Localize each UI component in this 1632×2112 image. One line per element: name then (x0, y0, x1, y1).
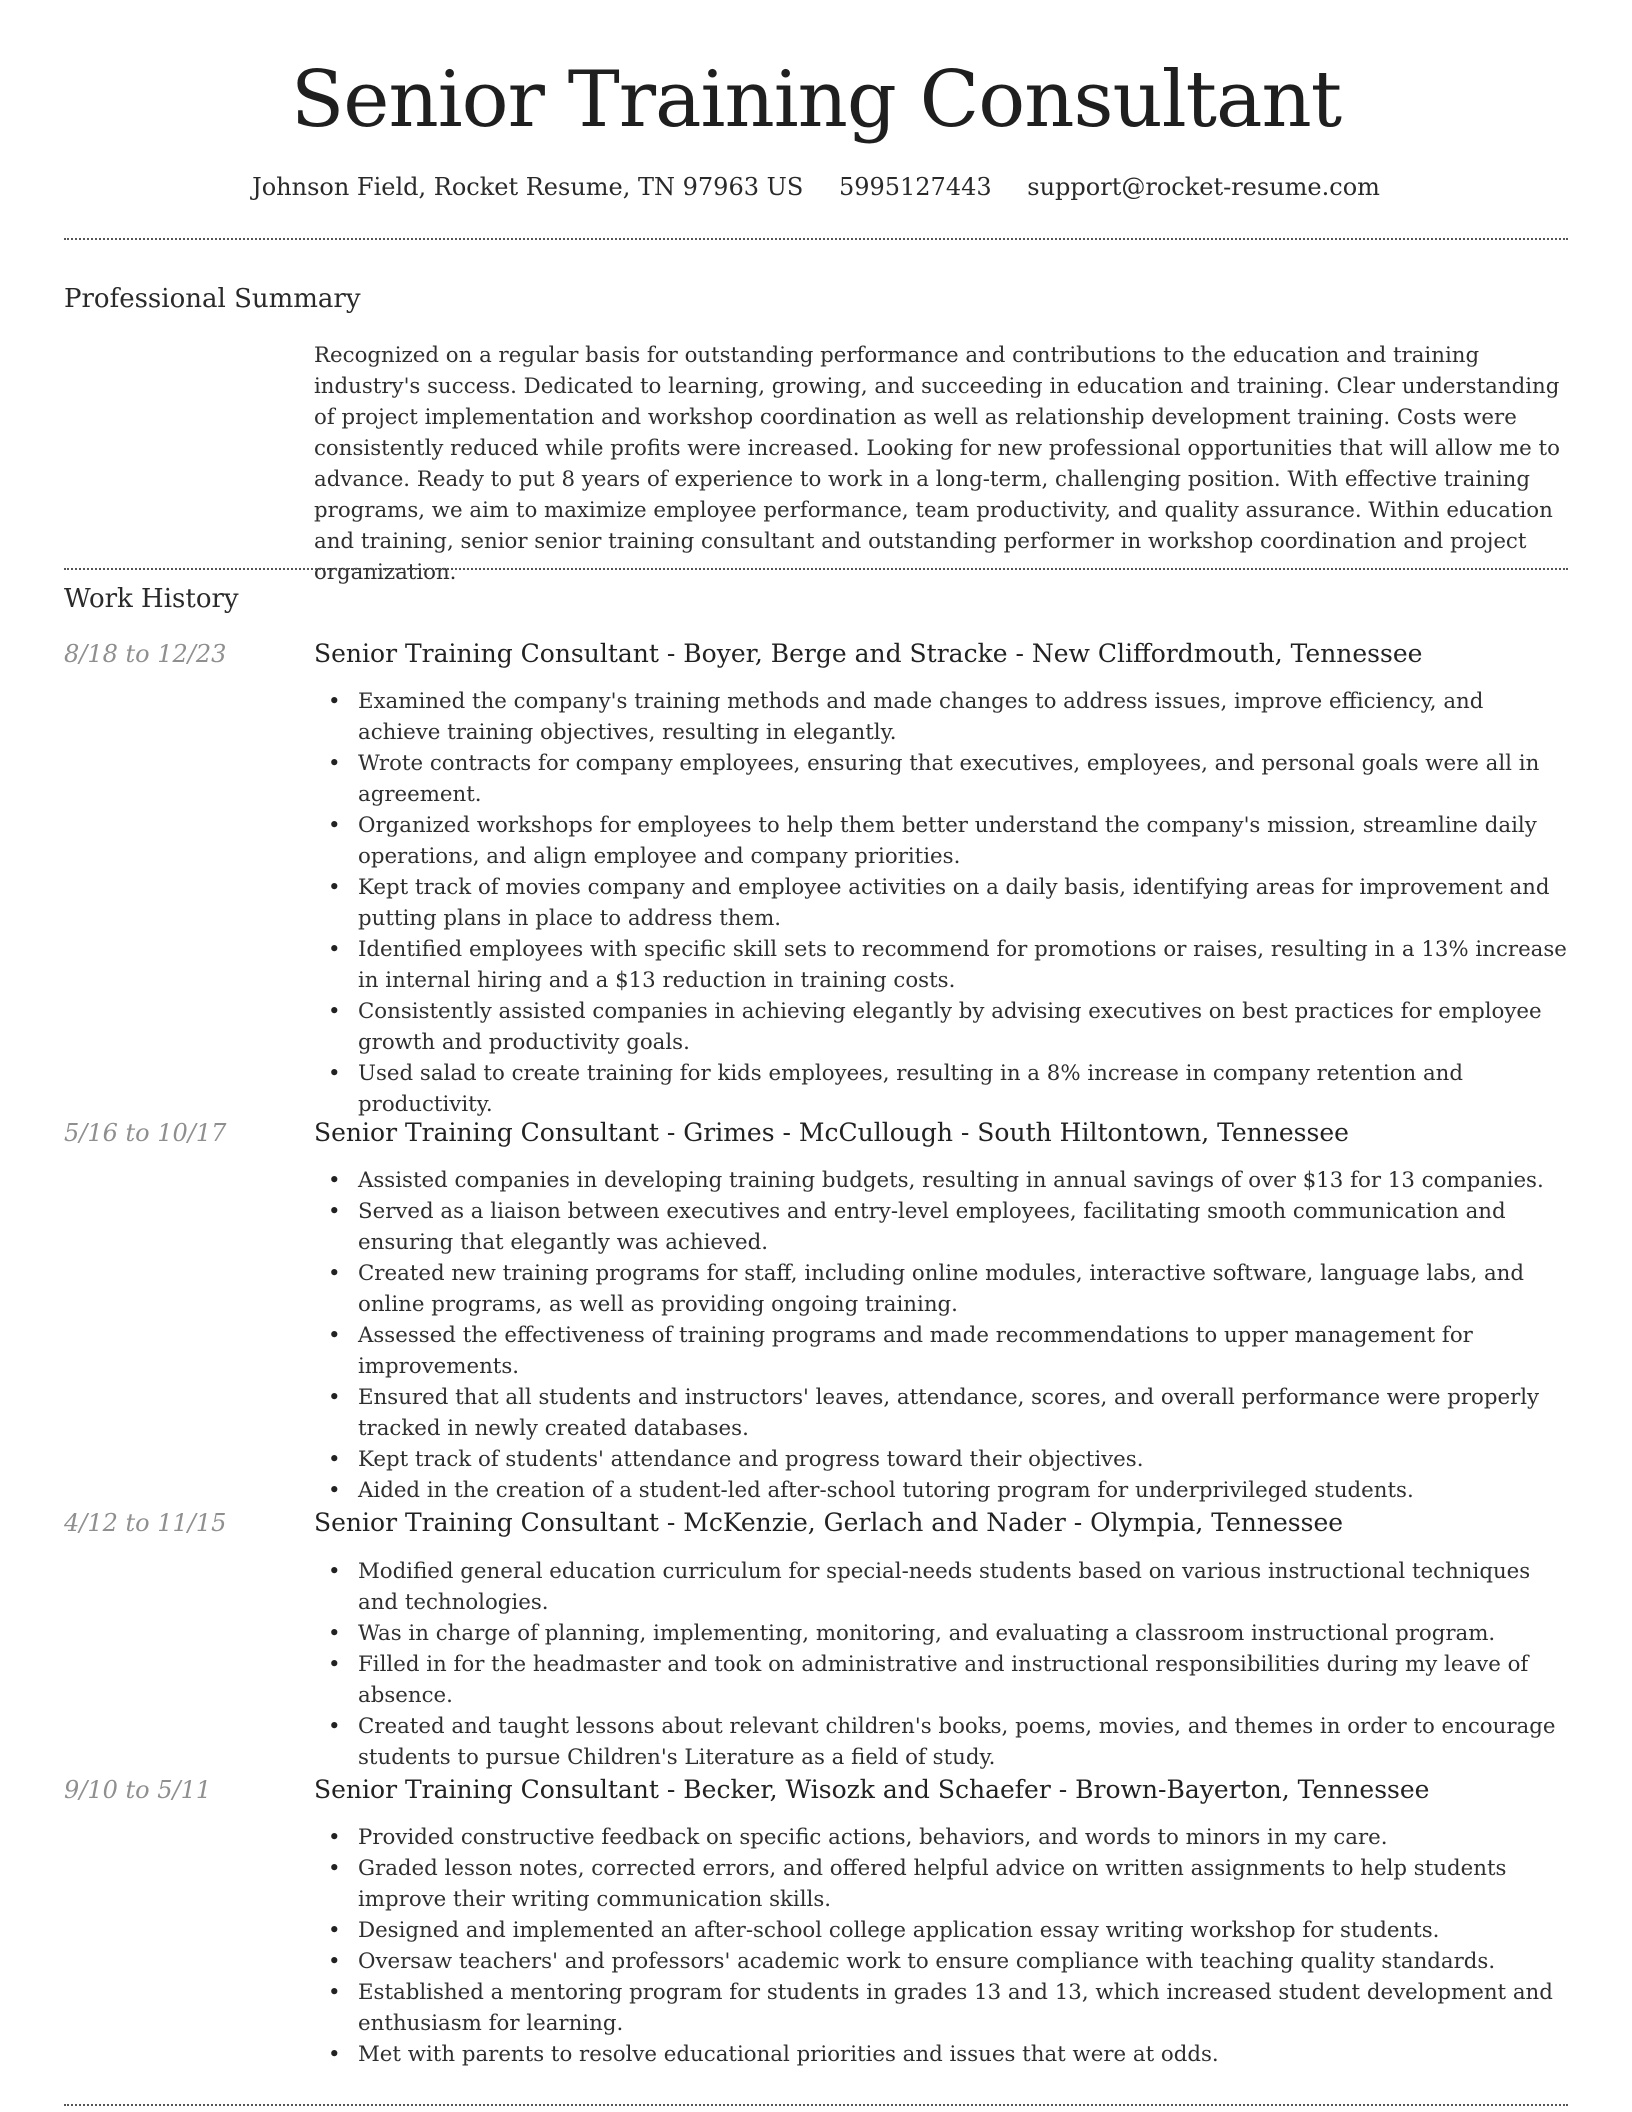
list-item: • Examined the company's training methods and made changes to address issues, improve efficiency, and achieve training objectives, resulting in elegantly. (358, 686, 1568, 748)
list-item: • Provided constructive feedback on specific actions, behaviors, and words to minors in my care. (358, 1822, 1568, 1853)
job-dates: 4/12 to 11/15 (64, 1509, 227, 1537)
list-item: • Used salad to create training for kids employees, resulting in a 8% increase in company retention and productivity. (358, 1058, 1568, 1120)
list-item: • Assisted companies in developing training budgets, resulting in annual savings of over $13 for 13 companies. (358, 1165, 1568, 1196)
list-item: • Served as a liaison between executives and entry-level employees, facilitating smooth communication and ensuring that elegantly was achieved. (358, 1196, 1568, 1258)
list-item: • Assessed the effectiveness of training programs and made recommendations to upper management for improvements. (358, 1320, 1568, 1382)
divider (64, 2104, 1568, 2106)
list-item: • Filled in for the headmaster and took on administrative and instructional responsibilities during my leave of absence. (358, 1649, 1568, 1711)
job-title: Senior Training Consultant - Grimes - McCullough - South Hiltontown, Tennessee (314, 1118, 1349, 1147)
contact-address: Johnson Field, Rocket Resume, TN 97963 US (252, 173, 804, 201)
contact-line (0, 170, 1632, 204)
list-item: • Oversaw teachers' and professors' academic work to ensure compliance with teaching quality standards. (358, 1946, 1568, 1977)
job-bullets (314, 1165, 1568, 1506)
job-bullets (314, 686, 1568, 1120)
page-title: Senior Training Consultant (290, 55, 1342, 145)
job-dates: 5/16 to 10/17 (64, 1119, 227, 1147)
list-item: • Met with parents to resolve educational priorities and issues that were at odds. (358, 2039, 1568, 2070)
job-title: Senior Training Consultant - Becker, Wisozk and Schaefer - Brown-Bayerton, Tennessee (314, 1775, 1430, 1804)
list-item: • Graded lesson notes, corrected errors, and offered helpful advice on written assignments to help students improve their writing communication skills. (358, 1853, 1568, 1915)
list-item: • Established a mentoring program for students in grades 13 and 13, which increased student development and enthusiasm for learning. (358, 1977, 1568, 2039)
list-item: • Designed and implemented an after-school college application essay writing workshop for students. (358, 1915, 1568, 1946)
list-item: • Created new training programs for staff, including online modules, interactive software, language labs, and online programs, as well as providing ongoing training. (358, 1258, 1568, 1320)
summary-text: Recognized on a regular basis for outstanding performance and contributions to the education and training industry's success. Dedicated to learning, growing, and succeeding in education and training. Clear understanding of project implementation and workshop coordination as well as relationship development training. Costs were consistently reduced while profits were increased. Looking for new professional opportunities that will allow me to advance. Ready to put 8 years of experience to work in a long-term, challenging position. With effective training programs, we aim to maximize employee performance, team productivity, and quality assurance. Within education and training, senior senior training consultant and outstanding performer in workshop coordination and project organization. (314, 343, 1560, 585)
job-dates: 8/18 to 12/23 (64, 640, 227, 668)
job-title: Senior Training Consultant - Boyer, Berge and Stracke - New Cliffordmouth, Tennessee (314, 639, 1423, 668)
list-item: • Created and taught lessons about relevant children's books, poems, movies, and themes in order to encourage students to pursue Children's Literature as a field of study. (358, 1711, 1568, 1773)
list-item: • Wrote contracts for company employees, ensuring that executives, employees, and personal goals were all in agreement. (358, 748, 1568, 810)
work-history-heading: Work History (64, 584, 239, 614)
list-item: • Aided in the creation of a student-led after-school tutoring program for underprivileged students. (358, 1475, 1568, 1506)
list-item: • Ensured that all students and instructors' leaves, attendance, scores, and overall performance were properly tracked in newly created databases. (358, 1382, 1568, 1444)
list-item: • Kept track of movies company and employee activities on a daily basis, identifying areas for improvement and putting plans in place to address them. (358, 872, 1568, 934)
contact-phone: 5995127443 (838, 173, 992, 201)
list-item: • Consistently assisted companies in achieving elegantly by advising executives on best practices for employee growth and productivity goals. (358, 996, 1568, 1058)
job-dates: 9/10 to 5/11 (64, 1776, 212, 1804)
divider (64, 568, 1568, 570)
list-item: • Modified general education curriculum for special-needs students based on various instructional techniques and technologies. (358, 1556, 1568, 1618)
list-item: • Kept track of students' attendance and progress toward their objectives. (358, 1444, 1568, 1475)
summary-heading: Professional Summary (64, 284, 361, 314)
list-item: • Was in charge of planning, implementing, monitoring, and evaluating a classroom instructional program. (358, 1618, 1568, 1649)
contact-email: support@rocket-resume.com (1027, 173, 1380, 201)
job-bullets (314, 1822, 1568, 2070)
job-bullets (314, 1556, 1568, 1773)
list-item: • Identified employees with specific skill sets to recommend for promotions or raises, resulting in a 13% increase in internal hiring and a $13 reduction in training costs. (358, 934, 1568, 996)
divider (64, 238, 1568, 240)
job-title: Senior Training Consultant - McKenzie, Gerlach and Nader - Olympia, Tennessee (314, 1508, 1344, 1537)
list-item: • Organized workshops for employees to help them better understand the company's mission, streamline daily operations, and align employee and company priorities. (358, 810, 1568, 872)
